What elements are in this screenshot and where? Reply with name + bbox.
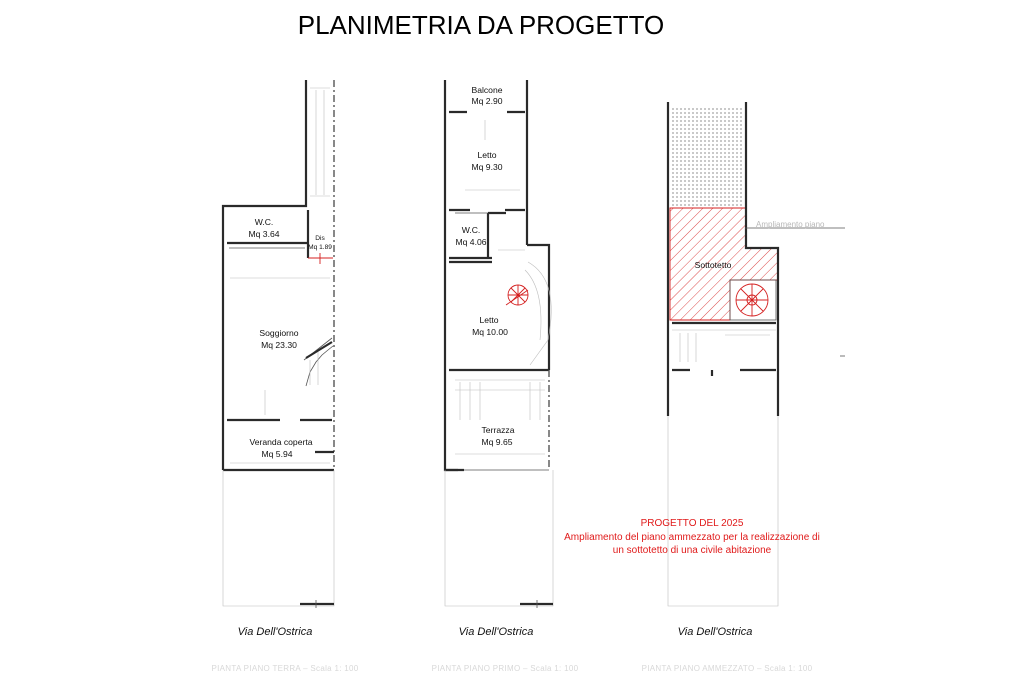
room-area: Mq 5.94 <box>261 449 293 459</box>
room-label: Sottotetto <box>694 260 732 270</box>
spiral-staircase <box>506 262 551 365</box>
scale-caption: PIANTA PIANO PRIMO – Scala 1: 100 <box>431 664 579 673</box>
street-label: Via Dell'Ostrica <box>237 626 313 638</box>
project-note-title: PROGETTO DEL 2025 <box>640 518 744 529</box>
room-area: Mq 9.65 <box>481 437 513 447</box>
room-area: Mq 4.06 <box>455 237 487 247</box>
room-label: Letto <box>479 315 499 325</box>
street-label: Via Dell'Ostrica <box>677 626 753 638</box>
scale-caption: PIANTA PIANO AMMEZZATO – Scala 1: 100 <box>641 664 813 673</box>
room-label: Terrazza <box>481 425 515 435</box>
room-area: Mq 1.89 <box>308 244 332 251</box>
annotation-label: Ampliamento piano <box>756 220 825 229</box>
room-label: W.C. <box>461 225 481 235</box>
page-title: PLANIMETRIA DA PROGETTO <box>297 10 665 40</box>
mezzanine-floor-plan <box>668 102 845 606</box>
project-note-line: un sottotetto di una civile abitazione <box>612 545 772 556</box>
room-area: Mq 23.30 <box>261 340 297 350</box>
room-label: W.C. <box>254 217 274 227</box>
room-label: Soggiorno <box>259 328 299 338</box>
room-label: Dis <box>315 235 325 242</box>
project-note-line: Ampliamento del piano ammezzato per la realizzazione di <box>564 532 820 543</box>
spiral-staircase <box>730 280 776 320</box>
first-floor-plan <box>445 80 553 608</box>
room-label: Veranda coperta <box>249 437 313 447</box>
room-area: Mq 3.64 <box>248 229 280 239</box>
room-area: Mq 10.00 <box>472 327 508 337</box>
scale-caption: PIANTA PIANO TERRA – Scala 1: 100 <box>211 664 359 673</box>
street-label: Via Dell'Ostrica <box>458 626 534 638</box>
room-area: Mq 2.90 <box>471 96 503 106</box>
room-area: Mq 9.30 <box>471 162 503 172</box>
room-label: Balcone <box>471 85 503 95</box>
room-label: Letto <box>477 150 497 160</box>
